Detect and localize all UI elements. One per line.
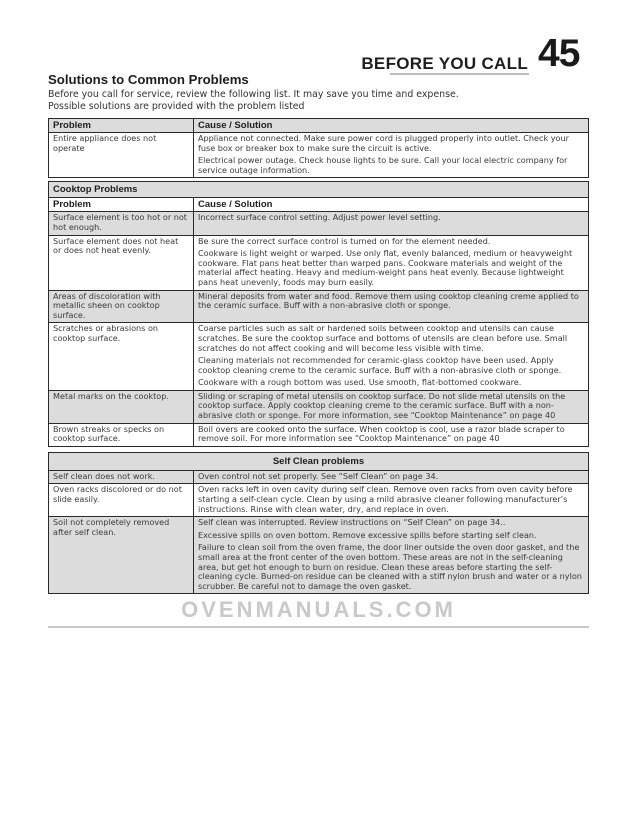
table-header-row <box>49 198 589 212</box>
solution-paragraph: Cleaning materials not recommended for ceramic-glass cooktop have been used. Apply cooktop cleaning creme to the ceramic surface. Buff with a non-abrasive cloth or sponge. <box>198 355 562 375</box>
table-row <box>49 517 589 594</box>
table-row <box>49 133 589 178</box>
solution-paragraph: Oven racks left in oven cavity during self clean. Remove oven racks from oven cavity before starting a self-clean cycle. Clean by using a mild abrasive cleaner following manufacturer’s instructions. Rinse with clean water, dry, and replace in oven. <box>198 484 573 514</box>
solution-paragraph: Failure to clean soil from the oven frame, the door liner outside the oven door gasket, and the small area at the front center of the oven bottom. These areas are not in the self-cleaning area, but get hot enough to burn on residue. Clean these areas before starting the self-cleaning cycle. Burned-on residue can be cleaned with a stiff nylon brush and water or a nylon scrubber. Be careful not to damage the oven gasket. <box>198 542 582 591</box>
footer-divider <box>48 626 589 628</box>
solution-paragraph: Boil overs are cooked onto the surface. When cooktop is cool, use a razor blade scraper to remove soil. For more information see “Cooktop Maintenance” on page 40 <box>198 423 565 444</box>
intro-text <box>48 89 589 113</box>
solution-paragraph: Incorrect surface control setting. Adjust power level setting. <box>198 212 441 223</box>
header-divider <box>390 73 529 75</box>
solution-cell <box>194 423 589 446</box>
table-header-row <box>49 119 589 133</box>
solution-paragraph: Cookware with a rough bottom was used. Use smooth, flat-bottomed cookware. <box>198 377 522 388</box>
section-heading-row <box>49 452 589 470</box>
solution-paragraph: Self clean was interrupted. Review instructions on “Self Clean” on page 34.. <box>198 517 506 528</box>
problem-cell: Scratches or abrasions on cooktop surface. <box>49 323 194 391</box>
problem-cell: Oven racks discolored or do not slide easily. <box>49 484 194 517</box>
solution-paragraph: Sliding or scraping of metal utensils on cooktop surface. Do not slide metal utensils on the cooktop surface. Apply cooktop cleaning creme to the ceramic surface. Buff with a non-abrasive cloth or sponge. For more information, see “Cooktop Maintenance” on page 40 <box>198 390 566 421</box>
intro-line: Possible solutions are provided with the problem listed <box>48 101 305 112</box>
problem-cell: Brown streaks or specks on cooktop surface. <box>49 423 194 446</box>
section-heading-self-clean: Self Clean problems <box>49 452 589 470</box>
solution-paragraph: Oven control not set properly. See “Self Clean” on page 34. <box>198 470 439 481</box>
solution-cell <box>194 133 589 178</box>
table-row <box>49 235 589 290</box>
section-heading-row <box>49 182 589 198</box>
intro-line: Before you call for service, review the following list. It may save you time and expense. <box>48 89 459 100</box>
section-heading-cooktop: Cooktop Problems <box>49 182 589 198</box>
table-row <box>49 423 589 446</box>
page-title: Solutions to Common Problems <box>48 72 249 87</box>
table-row <box>49 212 589 235</box>
solution-cell <box>194 470 589 484</box>
problem-cell: Entire appliance does not operate <box>49 133 194 178</box>
solution-cell <box>194 235 589 290</box>
column-header-solution: Cause / Solution <box>194 198 589 212</box>
problem-cell: Self clean does not work. <box>49 470 194 484</box>
solution-cell <box>194 212 589 235</box>
solution-paragraph: Cookware is light weight or warped. Use only flat, evenly balanced, medium or heavyweight cookware. Flat pans heat better than warped pans. Cookware materials and weight of the material affect heating. Heavy and medium-weight pans heat evenly. Because lightweight pans heat unevenly, foods may burn easily. <box>198 248 573 287</box>
solution-paragraph: Electrical power outage. Check house lights to be sure. Call your local electric company for service outage information. <box>198 155 568 175</box>
page-number: 45 <box>538 32 580 75</box>
section-title: BEFORE YOU CALL <box>361 54 528 73</box>
problem-cell: Surface element is too hot or not hot enough. <box>49 212 194 235</box>
table-row <box>49 484 589 517</box>
self-clean-problems-table <box>48 452 589 595</box>
cooktop-problems-table <box>48 181 589 446</box>
table-row <box>49 470 589 484</box>
table-row <box>49 390 589 423</box>
page-header <box>0 30 620 78</box>
watermark: OVENMANUALS.COM <box>181 597 456 623</box>
general-problems-table <box>48 118 589 178</box>
solution-cell <box>194 323 589 391</box>
table-row <box>49 290 589 323</box>
problem-cell: Soil not completely removed after self clean. <box>49 517 194 594</box>
problem-cell: Metal marks on the cooktop. <box>49 390 194 423</box>
solution-cell <box>194 484 589 517</box>
solution-paragraph: Coarse particles such as salt or hardened soils between cooktop and utensils can cause scratches. Be sure the cooktop surface and bottoms of utensils are clean before use. Small scratches do not affect cooking and will become less visible with time. <box>198 323 568 353</box>
column-header-problem: Problem <box>49 198 194 212</box>
column-header-problem: Problem <box>49 119 194 133</box>
solution-paragraph: Be sure the correct surface control is turned on for the element needed. <box>198 235 491 246</box>
page-content <box>0 72 620 628</box>
solution-paragraph: Excessive spills on oven bottom. Remove excessive spills before starting self clean. <box>198 529 537 540</box>
column-header-solution: Cause / Solution <box>194 119 589 133</box>
solution-paragraph: Mineral deposits from water and food. Remove them using cooktop cleaning creme applied to the ceramic surface. Buff with a non-abrasive cloth or sponge. <box>198 290 579 311</box>
solution-paragraph: Appliance not connected. Make sure power cord is plugged properly into outlet. Check your fuse box or breaker box to make sure the circuit is active. <box>198 133 569 153</box>
problem-cell: Areas of discoloration with metallic sheen on cooktop surface. <box>49 290 194 323</box>
problem-cell: Surface element does not heat or does not heat evenly. <box>49 235 194 290</box>
solution-cell <box>194 290 589 323</box>
table-row <box>49 323 589 391</box>
solution-cell <box>194 390 589 423</box>
solution-cell <box>194 517 589 594</box>
